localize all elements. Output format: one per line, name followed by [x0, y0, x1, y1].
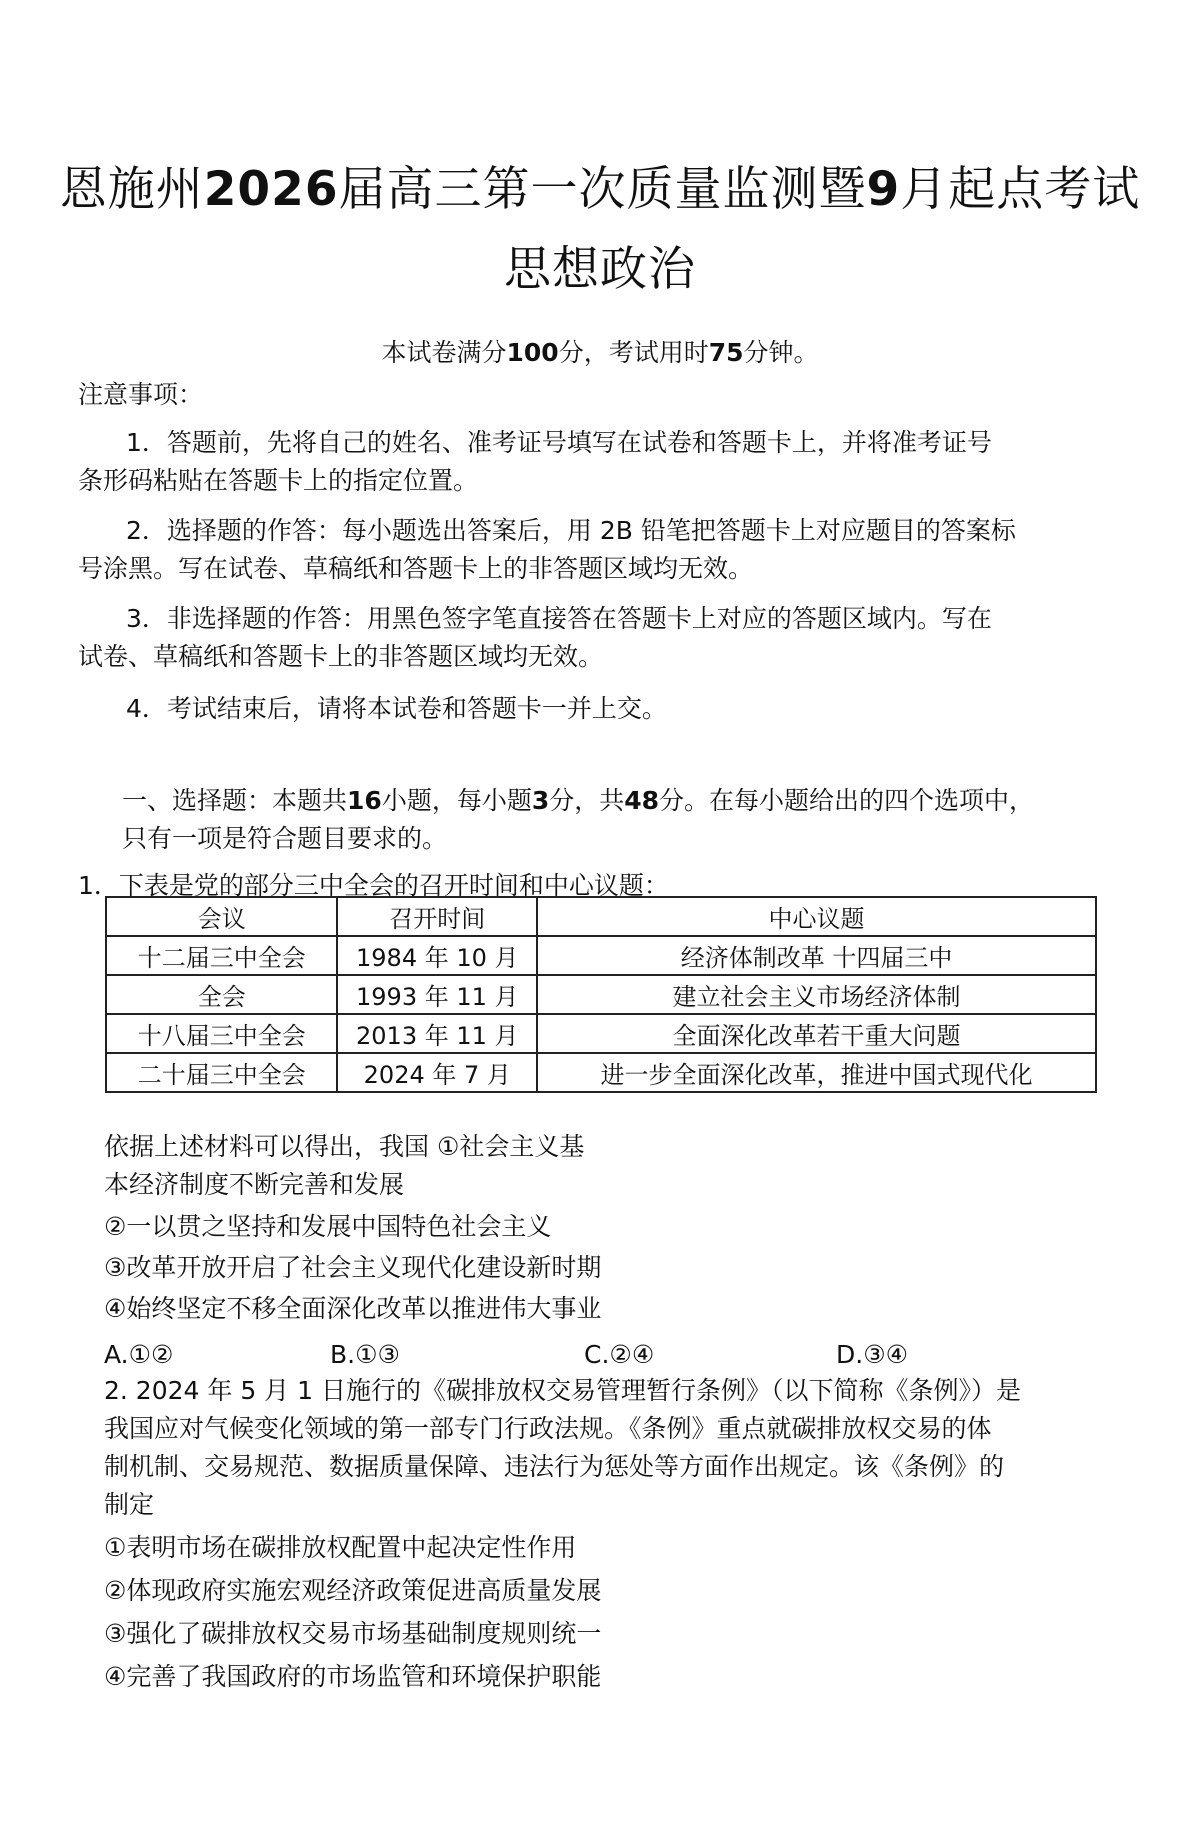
title-text: 恩施州	[59, 162, 204, 217]
q1-option-d: D.③④	[836, 1340, 909, 1369]
section-1-line-1	[122, 788, 1034, 813]
q2-stem-line-4: 制定	[104, 1490, 155, 1519]
table-header: 中心议题	[537, 897, 1096, 936]
info-score: 100	[506, 338, 559, 367]
note-1-line-1: 1．答题前，先将自己的姓名、准考证号填写在试卷和答题卡上，并将准考证号	[126, 428, 992, 457]
table-cell: 1993 年 11 月	[337, 975, 537, 1014]
section-text: 一、选择题：本题共	[122, 786, 348, 815]
q2-stem-line-2: 我国应对气候变化领域的第一部专门行政法规。《条例》重点就碳排放权交易的体	[104, 1414, 992, 1443]
exam-title	[0, 152, 1200, 219]
section-text: 分，共	[549, 786, 625, 815]
section-text: 分。在每小题给出的四个选项中，	[659, 786, 1035, 815]
title-text: 届高三第一次质量监测暨	[338, 162, 867, 217]
q1-statement-3: ③改革开放开启了社会主义现代化建设新时期	[104, 1253, 602, 1282]
title-text: 月起点考试	[900, 162, 1141, 217]
section-1-line-2: 只有一项是符合题目要求的。	[122, 824, 448, 853]
table-row	[106, 1053, 1096, 1092]
info-text: 分，考试用时	[558, 338, 709, 367]
info-text: 分钟。	[743, 338, 819, 367]
table-header: 召开时间	[337, 897, 537, 936]
q1-lead-line-2: 本经济制度不断完善和发展	[104, 1170, 405, 1199]
note-3-line-1: 3．非选择题的作答：用黑色签字笔直接答在答题卡上对应的答题区域内。写在	[126, 604, 992, 633]
q1-statement-2: ②一以贯之坚持和发展中国特色社会主义	[104, 1212, 552, 1241]
q1-option-b: B.①③	[330, 1340, 400, 1369]
note-2-line-2: 号涂黑。写在试卷、草稿纸和答题卡上的非答题区域均无效。	[78, 554, 754, 583]
q2-statement-4: ④完善了我国政府的市场监管和环境保护职能	[104, 1662, 602, 1691]
title-month: 9	[866, 162, 901, 217]
table-header: 会议	[106, 897, 337, 936]
section-number: 3	[531, 786, 550, 815]
q2-statement-3: ③强化了碳排放权交易市场基础制度规则统一	[104, 1619, 602, 1648]
info-minutes: 75	[708, 338, 744, 367]
q1-option-a: A.①②	[104, 1340, 174, 1369]
table-cell: 2024 年 7 月	[337, 1053, 537, 1092]
q1-statement-4: ④始终坚定不移全面深化改革以推进伟大事业	[104, 1294, 602, 1323]
table-row	[106, 1014, 1096, 1053]
section-number: 16	[347, 786, 382, 815]
q2-stem-line-1: 2. 2024 年 5 月 1 日施行的《碳排放权交易管理暂行条例》（以下简称《条例》）是	[104, 1376, 1021, 1405]
q1-stem: 1．下表是党的部分三中全会的召开时间和中心议题：	[78, 871, 669, 900]
note-4: 4．考试结束后，请将本试卷和答题卡一并上交。	[126, 694, 667, 723]
title-year: 2026	[203, 162, 339, 217]
q2-statement-2: ②体现政府实施宏观经济政策促进高质量发展	[104, 1576, 602, 1605]
notes-heading: 注意事项：	[78, 380, 204, 409]
section-text: 小题，每小题	[381, 786, 532, 815]
table-cell: 二十届三中全会	[106, 1053, 337, 1092]
table-cell: 全会	[106, 975, 337, 1014]
note-2-line-1: 2．选择题的作答：每小题选出答案后，用 2B 铅笔把答题卡上对应题目的答案标	[126, 516, 1016, 545]
table-cell: 经济体制改革 十四届三中	[537, 936, 1096, 975]
table-cell: 1984 年 10 月	[337, 936, 537, 975]
table-header-row	[106, 897, 1096, 936]
table-row	[106, 936, 1096, 975]
note-1-line-2: 条形码粘贴在答题卡上的指定位置。	[78, 466, 479, 495]
table-cell: 2013 年 11 月	[337, 1014, 537, 1053]
info-text: 本试卷满分	[381, 338, 507, 367]
table-row	[106, 975, 1096, 1014]
q1-lead-line-1: 依据上述材料可以得出，我国 ①社会主义基	[104, 1132, 585, 1161]
meeting-table	[105, 896, 1097, 1093]
table-cell: 十二届三中全会	[106, 936, 337, 975]
table-cell: 十八届三中全会	[106, 1014, 337, 1053]
note-3-line-2: 试卷、草稿纸和答题卡上的非答题区域均无效。	[78, 642, 604, 671]
section-number: 48	[624, 786, 660, 815]
q2-stem-line-3: 制机制、交易规范、数据质量保障、违法行为惩处等方面作出规定。该《条例》的	[104, 1452, 1005, 1481]
subject-title: 思想政治	[504, 242, 696, 297]
exam-info	[0, 340, 1200, 365]
table-cell: 全面深化改革若干重大问题	[537, 1014, 1096, 1053]
table-cell: 建立社会主义市场经济体制	[537, 975, 1096, 1014]
q2-statement-1: ①表明市场在碳排放权配置中起决定性作用	[104, 1533, 577, 1562]
q1-option-c: C.②④	[584, 1340, 655, 1369]
table-cell: 进一步全面深化改革，推进中国式现代化	[537, 1053, 1096, 1092]
